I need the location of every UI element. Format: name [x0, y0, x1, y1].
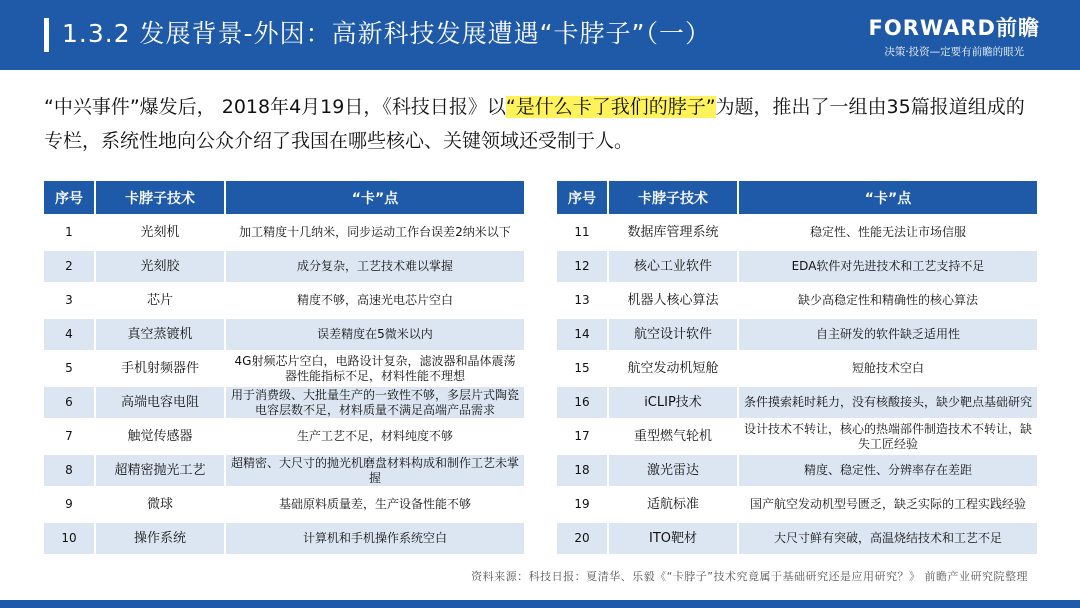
header-bar: [0, 0, 1080, 70]
col-header-index: 序号: [44, 181, 96, 214]
cell-tech: 触觉传感器: [96, 421, 226, 452]
col-header-tech: 卡脖子技术: [96, 181, 226, 214]
cell-tech: ITO靶材: [609, 523, 739, 554]
table-row: [44, 353, 524, 384]
col-header-tech: 卡脖子技术: [609, 181, 739, 214]
table-row: [44, 387, 524, 418]
cell-point: EDA软件对先进技术和工艺支持不足: [739, 251, 1037, 282]
table-row: [44, 523, 524, 554]
cell-index: 11: [557, 217, 609, 248]
cell-tech: 核心工业软件: [609, 251, 739, 282]
cell-index: 18: [557, 455, 609, 486]
cell-tech: 航空设计软件: [609, 319, 739, 350]
cell-point: 精度不够，高速光电芯片空白: [226, 285, 524, 316]
cell-tech: 数据库管理系统: [609, 217, 739, 248]
table-row: [557, 353, 1037, 384]
intro-text-part1: “中兴事件”爆发后， 2018年4月19日，《科技日报》以: [44, 96, 506, 118]
cell-tech: 真空蒸镀机: [96, 319, 226, 350]
table-row: [44, 421, 524, 452]
cell-tech: 手机射频器件: [96, 353, 226, 384]
brand-logo: FORWARD前瞻: [868, 16, 1040, 40]
cell-index: 3: [44, 285, 96, 316]
bottom-accent-line: [0, 600, 1080, 608]
cell-tech: 操作系统: [96, 523, 226, 554]
cell-point: 稳定性、性能无法让市场信服: [739, 217, 1037, 248]
brand: [869, 12, 1040, 59]
table-row: [557, 489, 1037, 520]
intro-paragraph: [44, 90, 1034, 158]
cell-point: 成分复杂，工艺技术难以掌握: [226, 251, 524, 282]
cell-index: 20: [557, 523, 609, 554]
col-header-point: “卡”点: [739, 181, 1037, 214]
cell-point: 自主研发的软件缺乏适用性: [739, 319, 1037, 350]
cell-point: 加工精度十几纳米，同步运动工作台误差2纳米以下: [226, 217, 524, 248]
cell-point: 条件摸索耗时耗力，没有核酸接头，缺少靶点基础研究: [739, 387, 1037, 418]
table-row: [44, 251, 524, 282]
intro-highlight: “是什么卡了我们的脖子”: [505, 96, 716, 118]
table-row: [44, 217, 524, 248]
cell-index: 8: [44, 455, 96, 486]
table-row: [557, 421, 1037, 452]
cell-tech: 机器人核心算法: [609, 285, 739, 316]
cell-tech: 航空发动机短舱: [609, 353, 739, 384]
table-left: [44, 178, 524, 557]
table-row: [557, 251, 1037, 282]
cell-point: 超精密、大尺寸的抛光机磨盘材料构成和制作工艺未掌握: [226, 455, 524, 486]
cell-index: 14: [557, 319, 609, 350]
cell-point: 生产工艺不足，材料纯度不够: [226, 421, 524, 452]
cell-tech: iCLIP技术: [609, 387, 739, 418]
cell-tech: 超精密抛光工艺: [96, 455, 226, 486]
cell-point: 误差精度在5微米以内: [226, 319, 524, 350]
cell-point: 大尺寸鲜有突破，高温烧结技术和工艺不足: [739, 523, 1037, 554]
cell-index: 19: [557, 489, 609, 520]
col-header-index: 序号: [557, 181, 609, 214]
table-row: [557, 319, 1037, 350]
cell-tech: 高端电容电阻: [96, 387, 226, 418]
cell-point: 短舱技术空白: [739, 353, 1037, 384]
cell-index: 6: [44, 387, 96, 418]
cell-tech: 芯片: [96, 285, 226, 316]
cell-point: 计算机和手机操作系统空白: [226, 523, 524, 554]
title-accent-bar: [44, 18, 49, 52]
cell-index: 7: [44, 421, 96, 452]
cell-point: 基础原料质量差，生产设备性能不够: [226, 489, 524, 520]
table-right: [557, 178, 1037, 557]
cell-point: 用于消费级、大批量生产的一致性不够，多层片式陶瓷电容层数不足，材料质量不满足高端产品需求: [226, 387, 524, 418]
cell-index: 15: [557, 353, 609, 384]
col-header-point: “卡”点: [226, 181, 524, 214]
cell-tech: 光刻机: [96, 217, 226, 248]
cell-tech: 激光雷达: [609, 455, 739, 486]
table-row: [557, 523, 1037, 554]
cell-index: 17: [557, 421, 609, 452]
cell-point: 设计技术不转让，核心的热端部件制造技术不转让，缺失工匠经验: [739, 421, 1037, 452]
table-row: [44, 455, 524, 486]
cell-index: 4: [44, 319, 96, 350]
cell-point: 精度、稳定性、分辨率存在差距: [739, 455, 1037, 486]
cell-index: 13: [557, 285, 609, 316]
table-row: [557, 455, 1037, 486]
cell-index: 5: [44, 353, 96, 384]
cell-point: 4G射频芯片空白，电路设计复杂，滤波器和晶体震荡器性能指标不足，材料性能不理想: [226, 353, 524, 384]
cell-index: 10: [44, 523, 96, 554]
table-row: [44, 319, 524, 350]
table-row: [557, 217, 1037, 248]
table-row: [44, 489, 524, 520]
cell-index: 16: [557, 387, 609, 418]
cell-index: 2: [44, 251, 96, 282]
table-row: [44, 285, 524, 316]
cell-index: 1: [44, 217, 96, 248]
intro-text-part2: 为题，推出了一组由35篇报道组成的专栏，系统性地向公众介绍了我国在哪些核心、关键领域还受制于人。: [44, 96, 1025, 152]
cell-tech: 重型燃气轮机: [609, 421, 739, 452]
cell-point: 缺少高稳定性和精确性的核心算法: [739, 285, 1037, 316]
cell-tech: 光刻胶: [96, 251, 226, 282]
cell-tech: 适航标准: [609, 489, 739, 520]
cell-index: 12: [557, 251, 609, 282]
source-note: 资料来源：科技日报：夏清华、乐毅《“卡脖子”技术究竟属于基础研究还是应用研究？》 前瞻产业研究院整理: [471, 570, 1028, 583]
table-row: [557, 387, 1037, 418]
cell-index: 9: [44, 489, 96, 520]
brand-slogan: 决策·投资—定要有前瞻的眼光: [884, 46, 1025, 58]
table-row: [557, 285, 1037, 316]
cell-tech: 微球: [96, 489, 226, 520]
cell-point: 国产航空发动机型号匮乏，缺乏实际的工程实践经验: [739, 489, 1037, 520]
page-title: 1.3.2 发展背景-外因：高新科技发展遭遇“卡脖子”（一）: [62, 19, 711, 48]
